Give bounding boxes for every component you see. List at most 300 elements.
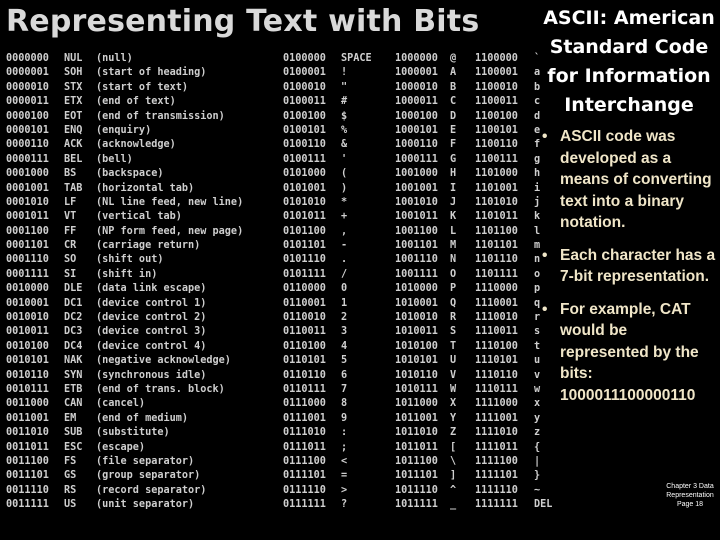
- table-cell-char-3: U: [450, 355, 457, 367]
- table-cell-char-3: _: [450, 499, 457, 511]
- table-cell-char-2: :: [341, 427, 348, 439]
- table-cell-char-3: Q: [450, 297, 457, 309]
- table-cell-code-abbrev: CAN: [64, 398, 83, 410]
- table-cell-code-abbrev: FF: [64, 225, 77, 237]
- table-cell-binary-4: 1110010: [475, 312, 518, 324]
- table-cell-code-description: (end of text): [96, 96, 176, 108]
- table-cell-code-binary: 0010111: [6, 383, 49, 395]
- table-cell-code-description: (bell): [96, 153, 133, 165]
- table-cell-binary-4: 1111001: [475, 412, 518, 424]
- table-cell-binary-3: 1010011: [395, 326, 438, 338]
- table-cell-char-2: >: [341, 484, 348, 496]
- table-cell-char-2: 6: [341, 369, 348, 381]
- table-cell-binary-2: 0111010: [283, 427, 326, 439]
- table-cell-code-abbrev: FS: [64, 455, 77, 467]
- table-cell-binary-4: 1101001: [475, 182, 518, 194]
- table-cell-char-2: #: [341, 96, 348, 108]
- table-cell-char-4: v: [534, 369, 541, 381]
- table-cell-code-binary: 0010100: [6, 340, 49, 352]
- table-cell-binary-3: 1000100: [395, 110, 438, 122]
- table-cell-code-abbrev: SO: [64, 254, 77, 266]
- table-cell-code-description: (group separator): [96, 470, 201, 482]
- table-cell-binary-2: 0101100: [283, 225, 326, 237]
- table-cell-binary-2: 0101010: [283, 196, 326, 208]
- table-cell-code-description: (substitute): [96, 427, 170, 439]
- table-cell-binary-2: 0100010: [283, 81, 326, 93]
- table-cell-char-2: 5: [341, 355, 348, 367]
- table-cell-binary-3: 1011010: [395, 427, 438, 439]
- table-cell-char-4: g: [534, 153, 541, 165]
- table-cell-binary-3: 1000101: [395, 124, 438, 136]
- table-cell-char-3: J: [450, 196, 457, 208]
- table-cell-binary-4: 1110001: [475, 297, 518, 309]
- table-cell-binary-3: 1010111: [395, 383, 438, 395]
- table-cell-char-2: (: [341, 168, 348, 180]
- table-cell-binary-2: 0101101: [283, 240, 326, 252]
- table-cell-binary-2: 0100101: [283, 124, 326, 136]
- table-cell-binary-4: 1101110: [475, 254, 518, 266]
- table-cell-code-abbrev: STX: [64, 81, 83, 93]
- table-cell-binary-2: 0101111: [283, 268, 326, 280]
- table-cell-code-abbrev: SOH: [64, 67, 83, 79]
- table-cell-code-description: (null): [96, 53, 133, 64]
- table-cell-char-3: M: [450, 240, 457, 252]
- table-cell-char-4: e: [534, 124, 541, 136]
- table-cell-code-binary: 0001010: [6, 196, 49, 208]
- table-cell-binary-4: 1111011: [475, 441, 518, 453]
- table-cell-binary-2: 0100111: [283, 153, 326, 165]
- table-cell-char-3: H: [450, 168, 457, 180]
- table-cell-binary-4: 1111010: [475, 427, 518, 439]
- table-cell-char-4: u: [534, 355, 541, 367]
- table-cell-code-abbrev: ESC: [64, 441, 83, 453]
- table-cell-code-binary: 0010000: [6, 283, 49, 295]
- table-cell-code-abbrev: BEL: [64, 153, 83, 165]
- table-cell-binary-4: 1101100: [475, 225, 518, 237]
- table-cell-char-2: SPACE: [341, 53, 372, 64]
- table-cell-char-3: ^: [450, 484, 457, 496]
- table-cell-code-binary: 0000011: [6, 96, 49, 108]
- table-cell-binary-2: 0111001: [283, 412, 326, 424]
- table-cell-char-2: <: [341, 455, 348, 467]
- table-cell-code-abbrev: BS: [64, 168, 77, 180]
- table-cell-char-2: %: [341, 124, 348, 136]
- table-cell-code-abbrev: CR: [64, 240, 77, 252]
- table-cell-char-4: q: [534, 297, 541, 309]
- table-cell-binary-3: 1000001: [395, 67, 438, 79]
- table-cell-code-binary: 0000111: [6, 153, 49, 165]
- table-cell-code-abbrev: ENQ: [64, 124, 83, 136]
- table-cell-binary-4: 1101111: [475, 268, 518, 280]
- table-cell-code-abbrev: DC3: [64, 326, 83, 338]
- table-cell-code-description: (end of transmission): [96, 110, 225, 122]
- table-cell-code-description: (acknowledge): [96, 139, 176, 151]
- table-cell-code-binary: 0010110: [6, 369, 49, 381]
- table-cell-char-4: o: [534, 268, 541, 280]
- table-cell-code-description: (NP form feed, new page): [96, 225, 244, 237]
- table-cell-code-abbrev: SUB: [64, 427, 83, 439]
- bullet-dot-icon: •: [542, 246, 548, 264]
- table-cell-binary-4: 1110101: [475, 355, 518, 367]
- table-cell-code-binary: 0000000: [6, 53, 49, 64]
- table-cell-code-binary: 0010101: [6, 355, 49, 367]
- table-cell-char-4: h: [534, 168, 541, 180]
- table-cell-char-2: ,: [341, 225, 348, 237]
- table-cell-binary-4: 1110100: [475, 340, 518, 352]
- table-cell-binary-2: 0100001: [283, 67, 326, 79]
- table-cell-code-abbrev: SI: [64, 268, 77, 280]
- table-cell-code-abbrev: DC1: [64, 297, 83, 309]
- table-cell-binary-4: 1111101: [475, 470, 518, 482]
- table-cell-code-abbrev: VT: [64, 211, 77, 223]
- table-cell-binary-2: 0110011: [283, 326, 326, 338]
- table-cell-code-binary: 0001011: [6, 211, 49, 223]
- table-cell-binary-2: 0101011: [283, 211, 326, 223]
- table-cell-code-binary: 0010011: [6, 326, 49, 338]
- table-cell-code-description: (synchronous idle): [96, 369, 207, 381]
- table-cell-binary-3: 1010101: [395, 355, 438, 367]
- table-cell-code-description: (carriage return): [96, 240, 201, 252]
- table-cell-char-2: ': [341, 153, 348, 165]
- table-cell-char-4: ~: [534, 484, 541, 496]
- table-cell-char-3: V: [450, 369, 457, 381]
- table-cell-code-abbrev: NUL: [64, 53, 83, 64]
- table-cell-char-4: `: [534, 53, 541, 64]
- table-cell-binary-2: 0111110: [283, 484, 326, 496]
- table-cell-code-binary: 0011110: [6, 484, 49, 496]
- table-cell-char-3: Z: [450, 427, 457, 439]
- table-cell-code-binary: 0011010: [6, 427, 49, 439]
- table-cell-binary-2: 0110110: [283, 369, 326, 381]
- bullet-list: [540, 126, 716, 417]
- bullet-dot-icon: •: [542, 300, 548, 318]
- table-cell-binary-3: 1011000: [395, 398, 438, 410]
- page-footer: Chapter 3 Data Representation Page 18: [666, 483, 714, 508]
- table-cell-code-binary: 0011101: [6, 470, 49, 482]
- table-cell-code-description: (backspace): [96, 168, 164, 180]
- table-cell-code-description: (device control 1): [96, 297, 207, 309]
- table-cell-char-3: T: [450, 340, 457, 352]
- bullet-bits: 1000011100000110: [560, 386, 696, 404]
- table-cell-char-2: .: [341, 254, 348, 266]
- table-cell-code-description: (start of text): [96, 81, 189, 93]
- table-cell-char-2: ": [341, 81, 348, 93]
- table-cell-char-3: P: [450, 283, 457, 295]
- table-cell-code-binary: 0001111: [6, 268, 49, 280]
- table-cell-binary-2: 0100011: [283, 96, 326, 108]
- table-cell-code-abbrev: GS: [64, 470, 77, 482]
- table-cell-code-binary: 0010010: [6, 312, 49, 324]
- table-cell-code-abbrev: ETB: [64, 383, 83, 395]
- table-cell-code-description: (shift in): [96, 268, 158, 280]
- table-cell-binary-4: 1111111: [475, 499, 518, 511]
- table-cell-binary-2: 0100000: [283, 53, 326, 64]
- table-cell-binary-4: 1111000: [475, 398, 518, 410]
- table-cell-code-description: (device control 4): [96, 340, 207, 352]
- table-cell-binary-4: 1111100: [475, 455, 518, 467]
- table-cell-code-abbrev: DC4: [64, 340, 83, 352]
- table-cell-binary-3: 1011110: [395, 484, 438, 496]
- table-cell-code-binary: 0010001: [6, 297, 49, 309]
- table-cell-code-description: (device control 3): [96, 326, 207, 338]
- table-cell-code-binary: 0000001: [6, 67, 49, 79]
- table-cell-char-4: }: [534, 470, 541, 482]
- table-cell-code-description: (end of medium): [96, 412, 189, 424]
- table-cell-char-3: Y: [450, 412, 457, 424]
- table-cell-code-binary: 0011001: [6, 412, 49, 424]
- table-cell-binary-4: 1100111: [475, 153, 518, 165]
- table-cell-code-description: (horizontal tab): [96, 182, 195, 194]
- table-cell-char-2: ;: [341, 441, 348, 453]
- table-cell-char-4: c: [534, 96, 541, 108]
- table-cell-char-2: *: [341, 196, 348, 208]
- table-cell-binary-3: 1010001: [395, 297, 438, 309]
- table-cell-code-abbrev: SYN: [64, 369, 83, 381]
- table-cell-code-binary: 0000100: [6, 110, 49, 122]
- table-cell-char-4: i: [534, 182, 541, 194]
- table-cell-char-3: N: [450, 254, 457, 266]
- table-cell-code-description: (data link escape): [96, 283, 207, 295]
- table-cell-char-4: k: [534, 211, 541, 223]
- table-cell-char-2: 9: [341, 412, 348, 424]
- table-cell-code-description: (negative acknowledge): [96, 355, 231, 367]
- table-cell-char-3: F: [450, 139, 457, 151]
- table-cell-binary-4: 1101010: [475, 196, 518, 208]
- table-cell-binary-2: 0111101: [283, 470, 326, 482]
- table-cell-binary-3: 1001101: [395, 240, 438, 252]
- table-cell-char-2: 1: [341, 297, 348, 309]
- table-cell-code-abbrev: US: [64, 499, 77, 511]
- table-cell-binary-2: 0101001: [283, 182, 326, 194]
- table-cell-code-binary: 0011111: [6, 499, 49, 511]
- table-cell-binary-4: 1100000: [475, 53, 518, 64]
- table-cell-code-abbrev: DC2: [64, 312, 83, 324]
- table-cell-char-3: ]: [450, 470, 457, 482]
- table-cell-char-2: !: [341, 67, 348, 79]
- table-cell-code-binary: 0011011: [6, 441, 49, 453]
- bullet-item: [540, 299, 716, 407]
- table-cell-binary-2: 0101000: [283, 168, 326, 180]
- table-cell-code-binary: 0001110: [6, 254, 49, 266]
- table-cell-char-4: b: [534, 81, 541, 93]
- table-cell-binary-3: 1011101: [395, 470, 438, 482]
- table-cell-binary-3: 1011011: [395, 441, 438, 453]
- table-cell-binary-3: 1001001: [395, 182, 438, 194]
- table-cell-char-2: 8: [341, 398, 348, 410]
- table-cell-binary-4: 1100110: [475, 139, 518, 151]
- table-cell-binary-2: 0111100: [283, 455, 326, 467]
- bullet-text: ASCII code was developed as a means of converting text into a binary notation.: [560, 128, 712, 231]
- table-cell-char-2: +: [341, 211, 348, 223]
- table-cell-char-4: t: [534, 340, 541, 352]
- table-cell-code-description: (vertical tab): [96, 211, 182, 223]
- table-cell-code-description: (device control 2): [96, 312, 207, 324]
- table-cell-char-4: a: [534, 67, 541, 79]
- table-cell-char-2: &: [341, 139, 348, 151]
- table-cell-code-binary: 0001001: [6, 182, 49, 194]
- table-cell-binary-4: 1110011: [475, 326, 518, 338]
- table-cell-binary-4: 1110000: [475, 283, 518, 295]
- table-cell-binary-3: 1000011: [395, 96, 438, 108]
- table-cell-binary-4: 1110110: [475, 369, 518, 381]
- table-cell-code-abbrev: ETX: [64, 96, 83, 108]
- table-cell-char-3: [: [450, 441, 457, 453]
- table-cell-code-binary: 0001000: [6, 168, 49, 180]
- table-cell-binary-3: 1010000: [395, 283, 438, 295]
- table-cell-binary-3: 1000110: [395, 139, 438, 151]
- table-cell-binary-4: 1101101: [475, 240, 518, 252]
- table-cell-code-binary: 0011100: [6, 455, 49, 467]
- table-cell-char-3: L: [450, 225, 457, 237]
- table-cell-binary-2: 0111000: [283, 398, 326, 410]
- table-cell-char-3: K: [450, 211, 457, 223]
- table-cell-binary-2: 0111111: [283, 499, 326, 511]
- table-cell-binary-3: 1010100: [395, 340, 438, 352]
- table-cell-char-3: B: [450, 81, 457, 93]
- table-cell-binary-4: 1110111: [475, 383, 518, 395]
- table-cell-code-abbrev: DLE: [64, 283, 83, 295]
- table-cell-char-4: s: [534, 326, 541, 338]
- table-cell-char-3: W: [450, 383, 457, 395]
- table-cell-char-4: z: [534, 427, 541, 439]
- table-cell-binary-3: 1001010: [395, 196, 438, 208]
- table-cell-char-4: |: [534, 455, 541, 467]
- table-cell-char-3: I: [450, 182, 457, 194]
- table-cell-code-binary: 0001101: [6, 240, 49, 252]
- table-cell-binary-2: 0100110: [283, 139, 326, 151]
- table-cell-char-2: -: [341, 240, 348, 252]
- table-cell-char-3: C: [450, 96, 457, 108]
- table-cell-binary-2: 0110100: [283, 340, 326, 352]
- table-cell-binary-3: 1001100: [395, 225, 438, 237]
- table-cell-char-3: E: [450, 124, 457, 136]
- table-cell-char-3: S: [450, 326, 457, 338]
- table-cell-code-abbrev: EM: [64, 412, 77, 424]
- table-cell-binary-3: 1000000: [395, 53, 438, 64]
- table-cell-code-description: (NL line feed, new line): [96, 196, 244, 208]
- table-cell-binary-3: 1001011: [395, 211, 438, 223]
- table-cell-char-4: m: [534, 240, 541, 252]
- table-cell-char-3: X: [450, 398, 457, 410]
- table-cell-binary-3: 1000111: [395, 153, 438, 165]
- table-cell-char-4: r: [534, 312, 541, 324]
- bullet-item: [540, 126, 716, 234]
- table-cell-code-description: (enquiry): [96, 124, 152, 136]
- table-cell-char-3: D: [450, 110, 457, 122]
- table-cell-code-abbrev: RS: [64, 484, 77, 496]
- table-cell-binary-4: 1111110: [475, 484, 518, 496]
- side-heading: ASCII: American Standard Code for Information Interchange: [543, 7, 715, 116]
- table-cell-code-description: (file separator): [96, 455, 195, 467]
- table-cell-code-binary: 0000010: [6, 81, 49, 93]
- table-cell-char-2: 0: [341, 283, 348, 295]
- table-cell-code-description: (shift out): [96, 254, 164, 266]
- table-cell-binary-3: 1001111: [395, 268, 438, 280]
- table-cell-binary-2: 0110001: [283, 297, 326, 309]
- table-cell-char-3: G: [450, 153, 457, 165]
- table-cell-code-description: (record separator): [96, 484, 207, 496]
- table-cell-char-4: DEL: [534, 499, 553, 511]
- table-cell-binary-4: 1100010: [475, 81, 518, 93]
- table-cell-binary-3: 1000010: [395, 81, 438, 93]
- table-cell-code-binary: 0000110: [6, 139, 49, 151]
- table-cell-char-4: w: [534, 383, 541, 395]
- table-cell-code-abbrev: LF: [64, 196, 77, 208]
- table-cell-binary-3: 1011001: [395, 412, 438, 424]
- table-cell-char-4: y: [534, 412, 541, 424]
- table-cell-char-2: $: [341, 110, 348, 122]
- table-cell-char-2: ?: [341, 499, 348, 511]
- table-cell-char-4: j: [534, 196, 541, 208]
- table-cell-char-4: f: [534, 139, 541, 151]
- table-cell-binary-4: 1101000: [475, 168, 518, 180]
- table-cell-char-3: R: [450, 312, 457, 324]
- slide-title: Representing Text with Bits: [6, 4, 480, 39]
- table-cell-code-description: (cancel): [96, 398, 146, 410]
- table-cell-binary-4: 1100001: [475, 67, 518, 79]
- table-cell-char-4: x: [534, 398, 541, 410]
- table-cell-binary-2: 0110000: [283, 283, 326, 295]
- table-cell-char-2: /: [341, 268, 348, 280]
- table-cell-binary-2: 0110111: [283, 383, 326, 395]
- bullet-text: Each character has a 7-bit representation.: [560, 246, 716, 285]
- table-cell-binary-3: 1001000: [395, 168, 438, 180]
- table-cell-binary-3: 1001110: [395, 254, 438, 266]
- table-cell-binary-2: 0101110: [283, 254, 326, 266]
- table-cell-char-4: p: [534, 283, 541, 295]
- table-cell-binary-2: 0111011: [283, 441, 326, 453]
- table-cell-code-binary: 0011000: [6, 398, 49, 410]
- table-cell-code-abbrev: NAK: [64, 355, 83, 367]
- table-cell-binary-4: 1100100: [475, 110, 518, 122]
- table-cell-char-2: =: [341, 470, 348, 482]
- bullet-text: For example, CAT would be represented by the bits:: [560, 300, 699, 382]
- table-cell-char-3: \: [450, 455, 457, 467]
- table-cell-code-description: (unit separator): [96, 499, 195, 511]
- bullet-dot-icon: •: [542, 128, 548, 145]
- table-cell-char-2: 3: [341, 326, 348, 338]
- table-cell-binary-3: 1011111: [395, 499, 438, 511]
- table-cell-code-binary: 0001100: [6, 225, 49, 237]
- table-cell-binary-3: 1011100: [395, 455, 438, 467]
- table-cell-code-description: (escape): [96, 441, 146, 453]
- table-cell-code-description: (end of trans. block): [96, 383, 225, 395]
- table-cell-code-abbrev: ACK: [64, 139, 83, 151]
- table-cell-char-3: @: [450, 53, 457, 64]
- table-cell-char-3: A: [450, 67, 457, 79]
- table-cell-char-2: 4: [341, 340, 348, 352]
- table-cell-code-description: (start of heading): [96, 67, 207, 79]
- table-cell-binary-4: 1100101: [475, 124, 518, 136]
- table-cell-binary-2: 0110010: [283, 312, 326, 324]
- table-cell-binary-4: 1101011: [475, 211, 518, 223]
- table-cell-code-abbrev: TAB: [64, 182, 83, 194]
- table-cell-binary-4: 1100011: [475, 96, 518, 108]
- table-cell-char-2: 2: [341, 312, 348, 324]
- table-cell-binary-2: 0100100: [283, 110, 326, 122]
- table-cell-code-abbrev: EOT: [64, 110, 83, 122]
- table-cell-char-2: 7: [341, 383, 348, 395]
- table-cell-char-2: ): [341, 182, 348, 194]
- table-cell-binary-3: 1010010: [395, 312, 438, 324]
- table-cell-char-4: l: [534, 225, 541, 237]
- table-cell-binary-3: 1010110: [395, 369, 438, 381]
- table-cell-char-4: d: [534, 110, 541, 122]
- table-cell-char-4: n: [534, 254, 541, 266]
- table-cell-char-3: O: [450, 268, 457, 280]
- bullet-item: [540, 245, 716, 288]
- table-cell-char-4: {: [534, 441, 541, 453]
